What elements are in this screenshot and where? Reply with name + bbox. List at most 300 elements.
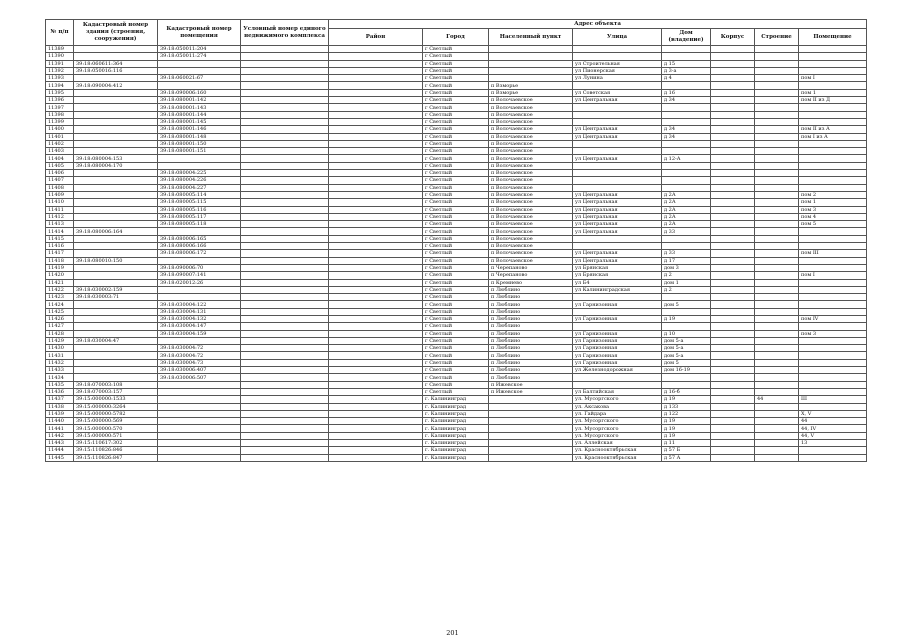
cell-settlement: п Люблино xyxy=(489,345,573,352)
table-row xyxy=(46,243,867,250)
cell-house: д 2А xyxy=(662,221,711,228)
cell-pomeschenie xyxy=(799,140,867,147)
cell-pomeschenie xyxy=(799,60,867,67)
cell-num: 11438 xyxy=(46,403,74,410)
cell-cad-premise: 39:18:080005:116 xyxy=(158,206,241,213)
cell-cad-building: 39:15:000000:5782 xyxy=(74,410,158,417)
cell-city: г Светлый xyxy=(423,264,489,271)
cell-settlement: п Волочаевское xyxy=(489,191,573,198)
cell-cond-complex xyxy=(241,213,329,220)
cell-cad-premise: 39:18:080004:225 xyxy=(158,170,241,177)
cell-house: д 33 xyxy=(662,250,711,257)
cell-cond-complex xyxy=(241,374,329,381)
cell-cad-premise xyxy=(158,228,241,235)
cell-cond-complex xyxy=(241,257,329,264)
cell-settlement: п Люблино xyxy=(489,367,573,374)
cell-district xyxy=(329,67,423,74)
table-row xyxy=(46,46,867,53)
cell-cond-complex xyxy=(241,228,329,235)
cell-korpus xyxy=(711,133,755,140)
cell-district xyxy=(329,388,423,395)
table-row xyxy=(46,279,867,286)
cell-house: д 2А xyxy=(662,213,711,220)
cell-cad-building: 39:15:000000:571 xyxy=(74,432,158,439)
table-row xyxy=(46,118,867,125)
cell-cad-premise: 39:18:080001:143 xyxy=(158,104,241,111)
cell-house: д 19 xyxy=(662,418,711,425)
cell-cad-building xyxy=(74,111,158,118)
cell-pomeschenie xyxy=(799,148,867,155)
cell-korpus xyxy=(711,286,755,293)
page-number: 201 xyxy=(446,629,459,637)
cell-stroenie xyxy=(755,162,799,169)
cell-cad-building xyxy=(74,177,158,184)
cell-pomeschenie: пом I xyxy=(799,75,867,82)
cell-pomeschenie: пом IV xyxy=(799,315,867,322)
cell-cad-building: 39:15:000000:570 xyxy=(74,425,158,432)
table-row xyxy=(46,308,867,315)
cell-cond-complex xyxy=(241,440,329,447)
cell-num: 11401 xyxy=(46,133,74,140)
cell-stroenie xyxy=(755,294,799,301)
cell-cad-premise: 39:18:080001:151 xyxy=(158,148,241,155)
table-row xyxy=(46,330,867,337)
cell-cad-building xyxy=(74,118,158,125)
cell-city: г Светлый xyxy=(423,184,489,191)
cell-korpus xyxy=(711,75,755,82)
cell-cond-complex xyxy=(241,447,329,454)
cell-cond-complex xyxy=(241,381,329,388)
cell-korpus xyxy=(711,403,755,410)
cell-cad-building: 39:15:000000:569 xyxy=(74,418,158,425)
cell-cad-building: 39:15:000000:3264 xyxy=(74,403,158,410)
cell-cond-complex xyxy=(241,221,329,228)
cell-cond-complex xyxy=(241,388,329,395)
cell-num: 11424 xyxy=(46,301,74,308)
table-body xyxy=(46,46,867,462)
table-row xyxy=(46,323,867,330)
cell-district xyxy=(329,454,423,461)
cell-cond-complex xyxy=(241,345,329,352)
table-row xyxy=(46,286,867,293)
cell-stroenie xyxy=(755,126,799,133)
cell-cad-building: 39:18:090004:412 xyxy=(74,82,158,89)
cell-district xyxy=(329,228,423,235)
cell-settlement: п Волочаевское xyxy=(489,104,573,111)
cell-cad-premise xyxy=(158,60,241,67)
cell-district xyxy=(329,440,423,447)
cell-korpus xyxy=(711,235,755,242)
cell-cond-complex xyxy=(241,403,329,410)
cell-street: ул Гарнизонная xyxy=(573,345,662,352)
cell-district xyxy=(329,367,423,374)
cell-city: г Светлый xyxy=(423,272,489,279)
cell-cond-complex xyxy=(241,206,329,213)
cell-stroenie xyxy=(755,104,799,111)
cell-korpus xyxy=(711,221,755,228)
cell-district xyxy=(329,199,423,206)
cell-cad-premise: 39:18:030004:132 xyxy=(158,315,241,322)
cell-street xyxy=(573,235,662,242)
cell-pomeschenie xyxy=(799,257,867,264)
cell-num: 11436 xyxy=(46,388,74,395)
header-cad-building: Кадастровый номер здания (строения, сооружения) xyxy=(74,20,158,46)
cell-num: 11439 xyxy=(46,410,74,417)
cell-cond-complex xyxy=(241,418,329,425)
cell-street: ул Центральная xyxy=(573,97,662,104)
cell-korpus xyxy=(711,410,755,417)
cell-cad-building: 39:18:050016:116 xyxy=(74,67,158,74)
cell-stroenie xyxy=(755,250,799,257)
cell-cad-premise: 39:18:030004:147 xyxy=(158,323,241,330)
cell-korpus xyxy=(711,374,755,381)
cell-stroenie xyxy=(755,206,799,213)
cell-district xyxy=(329,104,423,111)
cell-pomeschenie: 44, IV xyxy=(799,425,867,432)
cell-num: 11437 xyxy=(46,396,74,403)
cell-num: 11423 xyxy=(46,294,74,301)
cell-street: ул Центральная xyxy=(573,257,662,264)
header-korpus: Корпус xyxy=(711,29,755,46)
cell-cad-building: 39:18:060611:364 xyxy=(74,60,158,67)
cell-city: г Светлый xyxy=(423,155,489,162)
cell-city: г Светлый xyxy=(423,330,489,337)
cell-stroenie xyxy=(755,367,799,374)
cell-korpus xyxy=(711,82,755,89)
cell-street xyxy=(573,294,662,301)
cell-house xyxy=(662,104,711,111)
cell-korpus xyxy=(711,206,755,213)
cell-pomeschenie xyxy=(799,301,867,308)
cell-num: 11413 xyxy=(46,221,74,228)
cell-cond-complex xyxy=(241,199,329,206)
cell-city: г. Калининград xyxy=(423,454,489,461)
cell-street: ул. Аксакова xyxy=(573,403,662,410)
cell-settlement xyxy=(489,403,573,410)
cell-house: д 10 xyxy=(662,330,711,337)
table-row xyxy=(46,250,867,257)
cell-street: ул Брянская xyxy=(573,264,662,271)
cell-city: г Светлый xyxy=(423,315,489,322)
cell-num: 11392 xyxy=(46,67,74,74)
cell-city: г Светлый xyxy=(423,301,489,308)
cell-cad-premise xyxy=(158,440,241,447)
cell-district xyxy=(329,177,423,184)
cell-settlement xyxy=(489,60,573,67)
cell-korpus xyxy=(711,243,755,250)
cell-stroenie xyxy=(755,46,799,53)
cell-num: 11435 xyxy=(46,381,74,388)
cell-district xyxy=(329,337,423,344)
cell-settlement: п Люблино xyxy=(489,359,573,366)
cell-stroenie xyxy=(755,447,799,454)
cell-pomeschenie xyxy=(799,177,867,184)
cell-korpus xyxy=(711,46,755,53)
cell-cad-premise: 39:18:050011:274 xyxy=(158,53,241,60)
cell-korpus xyxy=(711,315,755,322)
cell-cad-building xyxy=(74,199,158,206)
cell-korpus xyxy=(711,264,755,271)
cell-street xyxy=(573,104,662,111)
cell-district xyxy=(329,155,423,162)
cell-city: г Светлый xyxy=(423,111,489,118)
cell-cad-building xyxy=(74,367,158,374)
cell-cad-premise: 39:18:080001:142 xyxy=(158,97,241,104)
cell-num: 11428 xyxy=(46,330,74,337)
cell-korpus xyxy=(711,294,755,301)
cell-pomeschenie: III xyxy=(799,396,867,403)
cell-cad-premise: 39:18:080001:150 xyxy=(158,140,241,147)
cell-pomeschenie xyxy=(799,67,867,74)
cell-pomeschenie xyxy=(799,104,867,111)
cell-pomeschenie: пом 1 xyxy=(799,199,867,206)
table-row xyxy=(46,60,867,67)
cell-street: ул Балтийская xyxy=(573,388,662,395)
cell-city: г. Калининград xyxy=(423,425,489,432)
cell-cad-premise xyxy=(158,286,241,293)
cell-district xyxy=(329,323,423,330)
cell-house: д 19 xyxy=(662,315,711,322)
cell-stroenie xyxy=(755,177,799,184)
cell-house: д 3-а xyxy=(662,67,711,74)
cell-house: д 122 xyxy=(662,410,711,417)
cell-cond-complex xyxy=(241,82,329,89)
cell-cad-building xyxy=(74,206,158,213)
cell-cond-complex xyxy=(241,272,329,279)
cell-city: г Светлый xyxy=(423,133,489,140)
cell-street: ул Калининградская xyxy=(573,286,662,293)
cell-settlement: п Волочаевское xyxy=(489,228,573,235)
cell-cad-premise: 39:18:080006:166 xyxy=(158,243,241,250)
cell-settlement xyxy=(489,432,573,439)
cell-cad-premise: 39:18:030004:72 xyxy=(158,352,241,359)
cell-settlement: п Волочаевское xyxy=(489,111,573,118)
cell-pomeschenie xyxy=(799,447,867,454)
cell-house: д 11 xyxy=(662,440,711,447)
cell-stroenie xyxy=(755,418,799,425)
cell-korpus xyxy=(711,396,755,403)
table-row xyxy=(46,454,867,461)
table-row xyxy=(46,315,867,322)
cell-settlement: п Волочаевское xyxy=(489,184,573,191)
cell-pomeschenie xyxy=(799,111,867,118)
cell-street: ул. Мусоргского xyxy=(573,418,662,425)
cell-stroenie xyxy=(755,352,799,359)
cell-stroenie xyxy=(755,337,799,344)
cell-korpus xyxy=(711,155,755,162)
cell-district xyxy=(329,410,423,417)
cell-city: г Светлый xyxy=(423,286,489,293)
cell-korpus xyxy=(711,60,755,67)
cell-street: ул. Аллейская xyxy=(573,440,662,447)
cell-num: 11440 xyxy=(46,418,74,425)
cell-settlement: п Черепаново xyxy=(489,264,573,271)
cell-cad-building xyxy=(74,75,158,82)
cell-stroenie xyxy=(755,148,799,155)
table-row xyxy=(46,148,867,155)
property-register-table xyxy=(45,19,867,462)
cell-cad-premise xyxy=(158,257,241,264)
cell-cad-premise: 39:18:080006:165 xyxy=(158,235,241,242)
table-row xyxy=(46,221,867,228)
cell-district xyxy=(329,301,423,308)
cell-stroenie xyxy=(755,67,799,74)
cell-stroenie xyxy=(755,184,799,191)
cell-district xyxy=(329,89,423,96)
cell-house: дом 1 xyxy=(662,279,711,286)
cell-num: 11397 xyxy=(46,104,74,111)
cell-korpus xyxy=(711,425,755,432)
cell-stroenie xyxy=(755,82,799,89)
cell-pomeschenie: 44, V xyxy=(799,432,867,439)
cell-district xyxy=(329,111,423,118)
cell-settlement: п Волочаевское xyxy=(489,235,573,242)
cell-city: г Светлый xyxy=(423,162,489,169)
cell-settlement: п Ижевское xyxy=(489,381,573,388)
cell-city: г Светлый xyxy=(423,235,489,242)
cell-pomeschenie xyxy=(799,286,867,293)
cell-cad-building xyxy=(74,104,158,111)
cell-settlement: п Волочаевское xyxy=(489,118,573,125)
cell-cad-premise xyxy=(158,155,241,162)
cell-district xyxy=(329,133,423,140)
cell-cad-premise xyxy=(158,381,241,388)
cell-cond-complex xyxy=(241,46,329,53)
cell-city: г. Калининград xyxy=(423,396,489,403)
cell-korpus xyxy=(711,272,755,279)
cell-city: г Светлый xyxy=(423,199,489,206)
cell-settlement: п Волочаевское xyxy=(489,126,573,133)
table-row xyxy=(46,184,867,191)
cell-street xyxy=(573,170,662,177)
cell-korpus xyxy=(711,199,755,206)
cell-house xyxy=(662,170,711,177)
cell-district xyxy=(329,425,423,432)
header-street: Улица xyxy=(573,29,662,46)
cell-pomeschenie xyxy=(799,243,867,250)
cell-district xyxy=(329,374,423,381)
cell-settlement: п Черепаново xyxy=(489,272,573,279)
cell-pomeschenie xyxy=(799,118,867,125)
cell-settlement: п Волочаевское xyxy=(489,162,573,169)
cell-city: г Светлый xyxy=(423,213,489,220)
table-row xyxy=(46,67,867,74)
cell-settlement: п Волочаевское xyxy=(489,177,573,184)
cell-num: 11393 xyxy=(46,75,74,82)
cell-settlement: п Люблино xyxy=(489,301,573,308)
cell-street xyxy=(573,82,662,89)
cell-stroenie xyxy=(755,403,799,410)
cell-cad-building xyxy=(74,352,158,359)
cell-cond-complex xyxy=(241,367,329,374)
cell-korpus xyxy=(711,228,755,235)
cell-cond-complex xyxy=(241,235,329,242)
table-row xyxy=(46,447,867,454)
cell-pomeschenie xyxy=(799,323,867,330)
cell-city: г Светлый xyxy=(423,46,489,53)
cell-settlement xyxy=(489,75,573,82)
cell-street: ул Центральная xyxy=(573,250,662,257)
cell-cad-premise: 39:18:080001:148 xyxy=(158,133,241,140)
cell-settlement xyxy=(489,447,573,454)
cell-stroenie xyxy=(755,308,799,315)
cell-cond-complex xyxy=(241,264,329,271)
cell-settlement xyxy=(489,53,573,60)
cell-street: ул. Мусоргского xyxy=(573,425,662,432)
cell-settlement: п Волочаевское xyxy=(489,206,573,213)
cell-num: 11420 xyxy=(46,272,74,279)
cell-cad-premise: 39:18:080001:144 xyxy=(158,111,241,118)
cell-cad-building xyxy=(74,191,158,198)
cell-cad-premise: 39:18:080005:114 xyxy=(158,191,241,198)
cell-cad-premise xyxy=(158,337,241,344)
cell-cond-complex xyxy=(241,170,329,177)
cell-house: дом 5-а xyxy=(662,337,711,344)
cell-street: ул Гарнизонная xyxy=(573,337,662,344)
cell-num: 11394 xyxy=(46,82,74,89)
cell-pomeschenie: пом III xyxy=(799,250,867,257)
cell-num: 11433 xyxy=(46,367,74,374)
cell-district xyxy=(329,170,423,177)
cell-city: г Светлый xyxy=(423,388,489,395)
cell-settlement: п Волочаевское xyxy=(489,155,573,162)
cell-korpus xyxy=(711,126,755,133)
cell-street xyxy=(573,46,662,53)
cell-street: ул Центральная xyxy=(573,206,662,213)
cell-settlement: п Волочаевское xyxy=(489,250,573,257)
cell-num: 11425 xyxy=(46,308,74,315)
cell-korpus xyxy=(711,148,755,155)
cell-cond-complex xyxy=(241,454,329,461)
cell-district xyxy=(329,82,423,89)
cell-district xyxy=(329,53,423,60)
table-row xyxy=(46,162,867,169)
cell-num: 11431 xyxy=(46,352,74,359)
cell-house xyxy=(662,53,711,60)
table-row xyxy=(46,425,867,432)
cell-cond-complex xyxy=(241,337,329,344)
cell-settlement: п Волочаевское xyxy=(489,221,573,228)
cell-city: г Светлый xyxy=(423,53,489,60)
header-district: Район xyxy=(329,29,423,46)
cell-house xyxy=(662,46,711,53)
cell-stroenie xyxy=(755,133,799,140)
cell-num: 11443 xyxy=(46,440,74,447)
cell-city: г Светлый xyxy=(423,104,489,111)
cell-city: г Светлый xyxy=(423,191,489,198)
cell-num: 11410 xyxy=(46,199,74,206)
cell-stroenie xyxy=(755,286,799,293)
cell-cad-premise: 39:18:060021:67 xyxy=(158,75,241,82)
cell-pomeschenie xyxy=(799,235,867,242)
cell-district xyxy=(329,418,423,425)
cell-city: г Светлый xyxy=(423,323,489,330)
cell-korpus xyxy=(711,184,755,191)
cell-city: г Светлый xyxy=(423,352,489,359)
cell-cond-complex xyxy=(241,352,329,359)
cell-street xyxy=(573,118,662,125)
cell-street: ул Гарнизонная xyxy=(573,352,662,359)
cell-street xyxy=(573,140,662,147)
cell-street: ул Гарнизонная xyxy=(573,315,662,322)
cell-settlement xyxy=(489,396,573,403)
cell-korpus xyxy=(711,301,755,308)
cell-district xyxy=(329,60,423,67)
cell-house: д 2А xyxy=(662,191,711,198)
cell-num: 11403 xyxy=(46,148,74,155)
cell-cad-premise: 39:18:090007:141 xyxy=(158,272,241,279)
cell-settlement xyxy=(489,454,573,461)
